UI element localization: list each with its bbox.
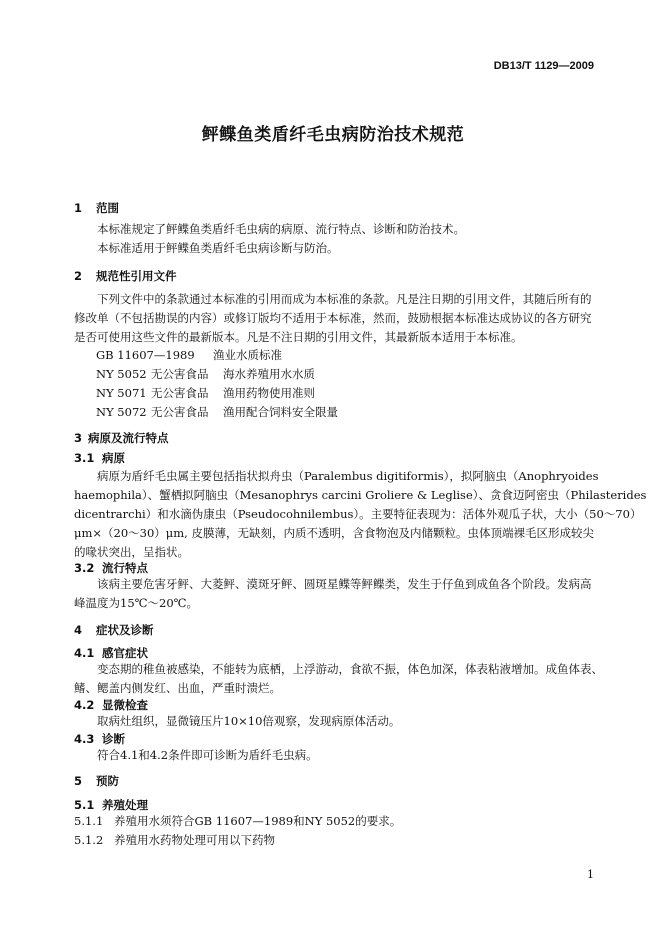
section-5-heading — [74, 773, 119, 789]
clause-5-1-2 — [74, 831, 596, 850]
page-number: 1 — [587, 868, 594, 881]
subsection-4-3-heading — [74, 731, 125, 747]
reference-item — [96, 366, 315, 382]
subsection-number: 4.2 — [74, 698, 95, 712]
subsection-number: 4.1 — [74, 646, 95, 660]
reference-name: 渔用药物使用准则 — [223, 386, 315, 400]
standard-code: DB13/T 1129—2009 — [493, 60, 594, 72]
reference-name: 渔业水质标准 — [213, 348, 282, 362]
paragraph-line: 符合4.1和4.2条件即可诊断为盾纤毛虫病。 — [97, 748, 318, 762]
paragraph-line: 本标准适用于鲆鲽鱼类盾纤毛虫病诊断与防治。 — [97, 241, 339, 255]
subsection-title: 病原 — [102, 451, 126, 465]
clause-number: 5.1.1 — [74, 814, 104, 828]
clause-5-1-1 — [74, 812, 596, 831]
paragraph-line: 峰温度为15℃～20℃。 — [74, 596, 198, 610]
section-number: 4 — [74, 623, 83, 637]
subsection-3-2-heading — [74, 560, 148, 576]
paragraph-line: 的喙状突出，呈指状。 — [74, 545, 189, 559]
section-title: 范围 — [96, 201, 120, 215]
paragraph-line: haemophila）、蟹栖拟阿脑虫（Mesanophrys carcini Groliere & Leglise）、贪食迈阿密虫（Philasterides — [74, 488, 647, 502]
subsection-3-1-heading — [74, 450, 125, 466]
reference-item — [96, 404, 338, 420]
clause-text: 养殖用水药物处理可用以下药物 — [114, 833, 275, 847]
subsection-4-2-heading — [74, 697, 148, 713]
section-4-heading — [74, 622, 154, 638]
subsection-number: 5.1 — [74, 798, 95, 812]
subsection-title: 养殖处理 — [102, 798, 149, 812]
paragraph-line: 变态期的稚鱼被感染，不能转为底栖，上浮游动，食欲不振，体色加深，体表粘液增加。成鱼体表、 — [97, 662, 603, 676]
reference-item — [96, 347, 282, 363]
paragraph-line: 是否可使用这些文件的最新版本。凡是不注日期的引用文件，其最新版本适用于本标准。 — [74, 330, 523, 344]
section-number: 2 — [74, 269, 83, 283]
subsection-number: 3.1 — [74, 451, 95, 465]
section-title: 规范性引用文件 — [96, 269, 177, 283]
reference-name: 渔用配合饲料安全限量 — [223, 405, 338, 419]
reference-name: 海水养殖用水水质 — [223, 367, 315, 381]
paragraph-line: 鳍、鳃盖内侧发红、出血，严重时溃烂。 — [74, 681, 281, 695]
section-2-heading — [74, 268, 177, 284]
reference-category: 无公害食品 — [151, 405, 209, 419]
section-title: 症状及诊断 — [96, 623, 154, 637]
subsection-title: 感官症状 — [102, 646, 149, 660]
reference-code: NY 5052 — [96, 367, 147, 381]
reference-category: 无公害食品 — [151, 386, 209, 400]
paragraph-line: 病原为盾纤毛虫属主要包括指状拟舟虫（Paralembus digitiformis），拟阿脑虫（Anophryoides — [97, 469, 599, 483]
paragraph-line: 修改单（不包括勘误的内容）或修订版均不适用于本标准，然而，鼓励根据本标准达成协议的各方研究 — [74, 311, 592, 325]
paragraph-line: 下列文件中的条款通过本标准的引用而成为本标准的条款。凡是注日期的引用文件，其随后所有的 — [97, 292, 592, 306]
section-title: 预防 — [96, 774, 120, 788]
subsection-title: 流行特点 — [102, 561, 149, 575]
clause-number: 5.1.2 — [74, 833, 104, 847]
clause-text: 养殖用水须符合GB 11607—1989和NY 5052的要求。 — [114, 814, 402, 828]
reference-code: GB 11607—1989 — [96, 348, 195, 362]
paragraph-line: dicentrarchi）和水滴伪康虫（Pseudocohnilembus）。主要特征表现为：活体外观瓜子状，大小（50～70） — [74, 507, 642, 521]
subsection-title: 诊断 — [102, 732, 126, 746]
reference-item — [96, 385, 315, 401]
paragraph-line: 该病主要危害牙鲆、大菱鲆、漠斑牙鲆、圆斑星鲽等鲆鲽类，发生于仔鱼到成鱼各个阶段。发病高 — [97, 577, 592, 591]
subsection-5-1-heading — [74, 797, 148, 813]
subsection-number: 4.3 — [74, 732, 95, 746]
section-3-heading — [74, 430, 169, 446]
subsection-title: 显微检查 — [102, 698, 149, 712]
reference-code: NY 5071 — [96, 386, 147, 400]
section-title: 病原及流行特点 — [88, 431, 169, 445]
section-number: 1 — [74, 201, 83, 215]
document-title: 鲆鲽鱼类盾纤毛虫病防治技术规范 — [201, 125, 465, 145]
paragraph-line: μm×（20～30）μm, 皮膜薄，无缺刻，内质不透明，含食物泡及内储颗粒。虫体顶端裸毛区形成较尖 — [74, 526, 594, 540]
section-number: 5 — [74, 774, 83, 788]
subsection-number: 3.2 — [74, 561, 95, 575]
reference-category: 无公害食品 — [151, 367, 209, 381]
reference-code: NY 5072 — [96, 405, 147, 419]
section-number: 3 — [74, 431, 83, 445]
paragraph-line: 取病灶组织，显微镜压片10×10倍观察，发现病原体活动。 — [97, 714, 401, 728]
section-1-heading — [74, 200, 119, 216]
subsection-4-1-heading — [74, 645, 148, 661]
paragraph-line: 本标准规定了鲆鲽鱼类盾纤毛虫病的病原、流行特点、诊断和防治技术。 — [97, 222, 465, 236]
